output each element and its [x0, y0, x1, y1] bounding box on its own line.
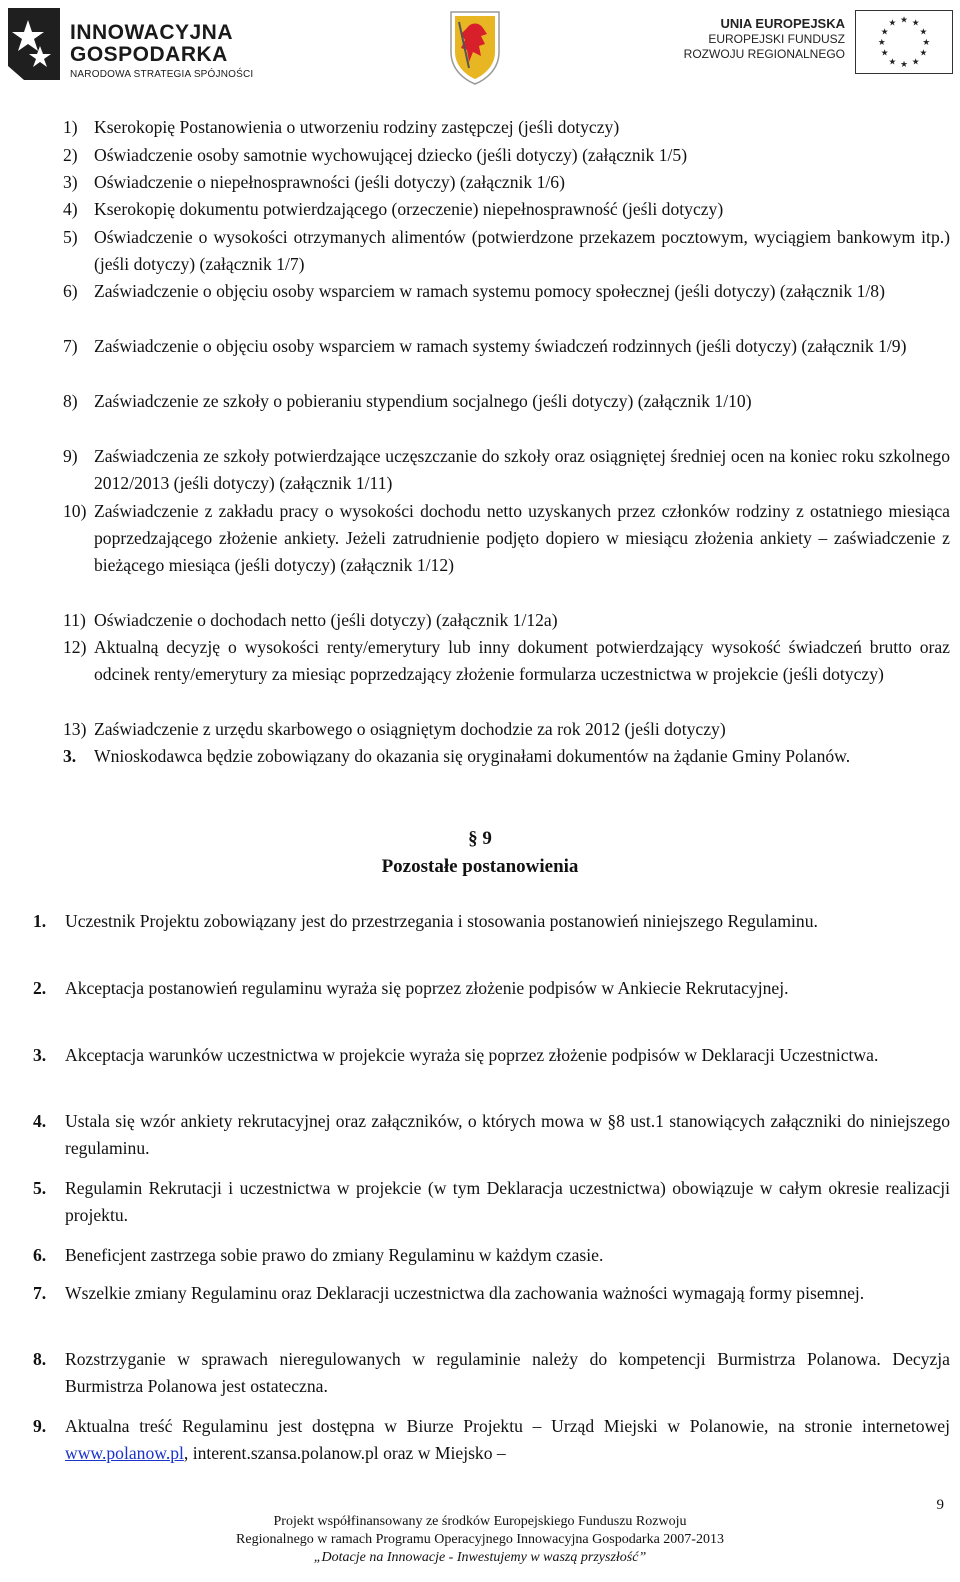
- svg-text:★: ★: [880, 27, 889, 38]
- svg-text:★: ★: [888, 57, 897, 68]
- list-item: [63, 114, 950, 141]
- svg-text:★: ★: [880, 48, 889, 59]
- list-item-number: 9): [63, 446, 78, 466]
- list-item-number: 7): [63, 336, 78, 356]
- list-item-text: Akceptacja postanowień regulaminu wyraża się poprzez złożenie podpisów w Ankiecie Rekrutacyjnej.: [65, 978, 789, 998]
- list-item-number: 3.: [33, 1045, 47, 1065]
- list-item-number: 2.: [33, 978, 47, 998]
- list-item: [63, 443, 950, 497]
- list-item-number: 13): [63, 719, 87, 739]
- list-item: [33, 975, 950, 1002]
- polanow-website-link[interactable]: www.polanow.pl: [65, 1443, 184, 1463]
- list-item-number: 3): [63, 172, 78, 192]
- list-item: [63, 634, 950, 688]
- eu-flag-icon: [855, 10, 953, 74]
- svg-text:★: ★: [900, 60, 908, 71]
- list-item-number: 7.: [33, 1283, 47, 1303]
- list-item: [33, 1242, 950, 1269]
- list-item: [63, 142, 950, 169]
- footer-line1: Projekt współfinansowany ze środków Europejskiego Funduszu Rozwoju: [273, 1514, 687, 1529]
- list-item-text: Kserokopię dokumentu potwierdzającego (orzeczenie) niepełnosprawność (jeśli dotyczy): [94, 199, 724, 219]
- svg-text:★: ★: [911, 18, 920, 29]
- section-title: Pozostałe postanowienia: [381, 856, 579, 877]
- list-item-number: 10): [63, 501, 87, 521]
- list-item-number: 9.: [33, 1416, 47, 1436]
- eu-logo-line3: ROZWOJU REGIONALNEGO: [683, 47, 845, 61]
- list-item-number: 5.: [33, 1178, 47, 1198]
- list-item: [63, 607, 950, 634]
- list-item-text-after: , interent.szansa.polanow.pl oraz w Miejsko –: [183, 1443, 506, 1463]
- list-item-text: Zaświadczenia ze szkoły potwierdzające uczęszczanie do szkoły oraz osiągniętej średniej ocen na koniec roku szkolnego 2012/2013 (jeśli dotyczy) (załącznik 1/11): [94, 446, 950, 493]
- list-item-text: Zaświadczenie ze szkoły o pobieraniu stypendium socjalnego (jeśli dotyczy) (załącznik 1/10): [94, 391, 752, 411]
- list-item-number: 6.: [33, 1245, 47, 1265]
- list-item-number: 6): [63, 281, 78, 301]
- list-item-text: Beneficjent zastrzega sobie prawo do zmiany Regulaminu w każdym czasie.: [65, 1245, 604, 1265]
- svg-text:★: ★: [919, 27, 928, 38]
- list-item-text: Regulamin Rekrutacji i uczestnictwa w projekcie (w tym Deklaracja uczestnictwa) obowiązuje w całym okresie realizacji projektu.: [65, 1178, 950, 1225]
- page-footer: [0, 1513, 960, 1567]
- list-item-text: Oświadczenie o niepełnosprawności (jeśli dotyczy) (załącznik 1/6): [94, 172, 565, 192]
- list-item: [63, 388, 950, 415]
- list-item: [63, 333, 950, 360]
- svg-text:★: ★: [911, 57, 920, 68]
- list-item-text: Rozstrzyganie w sprawach nieregulowanych w regulaminie należy do kompetencji Burmistrza Polanowa. Decyzja Burmistrza Polanowa jest ostateczna.: [65, 1349, 950, 1396]
- innowacyjna-gospodarka-mark-icon: [6, 6, 62, 82]
- list-item: [63, 278, 950, 305]
- list-item: [33, 1346, 950, 1400]
- innowacyjna-gospodarka-wordmark: [70, 22, 253, 82]
- page-number: 9: [936, 1497, 944, 1513]
- list-item-text: Zaświadczenie o objęciu osoby wsparciem w ramach systemy świadczeń rodzinnych (jeśli dotyczy) (załącznik 1/9): [94, 336, 907, 356]
- footer-line2: Regionalnego w ramach Programu Operacyjnego Innowacyjna Gospodarka 2007-2013: [236, 1532, 724, 1547]
- list-item-text: Ustala się wzór ankiety rekrutacyjnej oraz załączników, o których mowa w §8 ust.1 stanowiących załączniki do niniejszego regulaminu.: [65, 1111, 950, 1158]
- list-item-text: Zaświadczenie z urzędu skarbowego o osiągniętym dochodzie za rok 2012 (jeśli dotyczy): [94, 719, 726, 739]
- section-number: § 9: [468, 828, 492, 849]
- point-3-text: Wnioskodawca będzie zobowiązany do okazania się oryginałami dokumentów na żądanie Gminy Polanów.: [94, 746, 851, 766]
- svg-text:★: ★: [900, 15, 908, 26]
- list-item-text: Oświadczenie o wysokości otrzymanych alimentów (potwierdzone przekazem pocztowym, wyciągiem bankowym itp.) (jeśli dotyczy) (załącznik 1/7): [94, 227, 950, 274]
- griffin-crest-icon: [447, 8, 503, 86]
- ig-logo-line3: NARODOWA STRATEGIA SPÓJNOŚCI: [70, 69, 254, 80]
- point-3-number: 3.: [63, 746, 77, 766]
- list-item: [33, 1413, 950, 1467]
- eu-erdf-logo: [683, 8, 955, 74]
- list-item-number: 12): [63, 637, 87, 657]
- list-item-number: 2): [63, 145, 78, 165]
- ig-logo-line1: INNOWACYJNA: [70, 21, 234, 44]
- page-header: [0, 0, 960, 90]
- svg-text:★: ★: [919, 48, 928, 59]
- list-item-number: 11): [63, 610, 86, 630]
- list-item: [63, 498, 950, 579]
- list-item: [33, 908, 950, 935]
- list-item-number: 1): [63, 117, 78, 137]
- svg-text:★: ★: [922, 37, 931, 48]
- list-item: [63, 169, 950, 196]
- list-item: [63, 224, 950, 278]
- list-item-text: Kserokopię Postanowienia o utworzeniu rodziny zastępczej (jeśli dotyczy): [94, 117, 620, 137]
- list-item-text: Zaświadczenie o objęciu osoby wsparciem w ramach systemu pomocy społecznej (jeśli dotyczy) (załącznik 1/8): [94, 281, 885, 301]
- list-item: [33, 1175, 950, 1229]
- list-item: [63, 716, 950, 743]
- list-item: [33, 1280, 950, 1307]
- list-item-number: 1.: [33, 911, 47, 931]
- footer-line3: „Dotacje na Innowacje - Inwestujemy w waszą przyszłość”: [313, 1550, 647, 1565]
- list-item-text: Uczestnik Projektu zobowiązany jest do przestrzegania i stosowania postanowień niniejszego Regulaminu.: [65, 911, 818, 931]
- list-item-text: Wszelkie zmiany Regulaminu oraz Deklaracji uczestnictwa dla zachowania ważności wymagają formy pisemnej.: [65, 1283, 865, 1303]
- list-item-number: 5): [63, 227, 78, 247]
- list-item-text: Akceptacja warunków uczestnictwa w projekcie wyraża się poprzez złożenie podpisów w Deklaracji Uczestnictwa.: [65, 1045, 879, 1065]
- list-item-number: 8.: [33, 1349, 47, 1369]
- svg-text:★: ★: [888, 18, 897, 29]
- list-item-text: Oświadczenie o dochodach netto (jeśli dotyczy) (załącznik 1/12a): [94, 610, 558, 630]
- list-item-text-before: Aktualna treść Regulaminu jest dostępna w Biurze Projektu – Urząd Miejski w Polanowie, na stronie internetowej: [65, 1416, 950, 1436]
- list-item-text: Oświadczenie osoby samotnie wychowującej dziecko (jeśli dotyczy) (załącznik 1/5): [94, 145, 688, 165]
- list-item-text: Zaświadczenie z zakładu pracy o wysokości dochodu netto uzyskanych przez członków rodziny z ostatniego miesiąca poprzedzającego złożenie ankiety. Jeżeli zatrudnienie podjęto dopiero w miesiącu złożenia ankiety – zaświadczenie z bieżącego miesiąca (jeśli dotyczy) (załącznik 1/12): [94, 501, 950, 575]
- list-item: [33, 1108, 950, 1162]
- list-item-text: Aktualną decyzję o wysokości renty/emerytury lub inny dokument potwierdzający wysokość świadczeń brutto oraz odcinek renty/emerytury za miesiąc poprzedzający złożenie formularza uczestnictwa w projekcie (jeśli dotyczy): [94, 637, 950, 684]
- eu-logo-line1: UNIA EUROPEJSKA: [720, 16, 845, 31]
- eu-erdf-wordmark: [675, 16, 845, 62]
- list-item: [63, 196, 950, 223]
- point-3: [63, 743, 950, 770]
- ig-logo-line2: GOSPODARKA: [70, 43, 228, 66]
- list-item-number: 4.: [33, 1111, 47, 1131]
- list-item-number: 8): [63, 391, 78, 411]
- innowacyjna-gospodarka-logo: [6, 6, 266, 82]
- list-item-text: [65, 1413, 950, 1467]
- list-item: [33, 1042, 950, 1069]
- list-item-number: 4): [63, 199, 78, 219]
- svg-text:★: ★: [877, 37, 886, 48]
- eu-logo-line2: EUROPEJSKI FUNDUSZ: [708, 32, 845, 46]
